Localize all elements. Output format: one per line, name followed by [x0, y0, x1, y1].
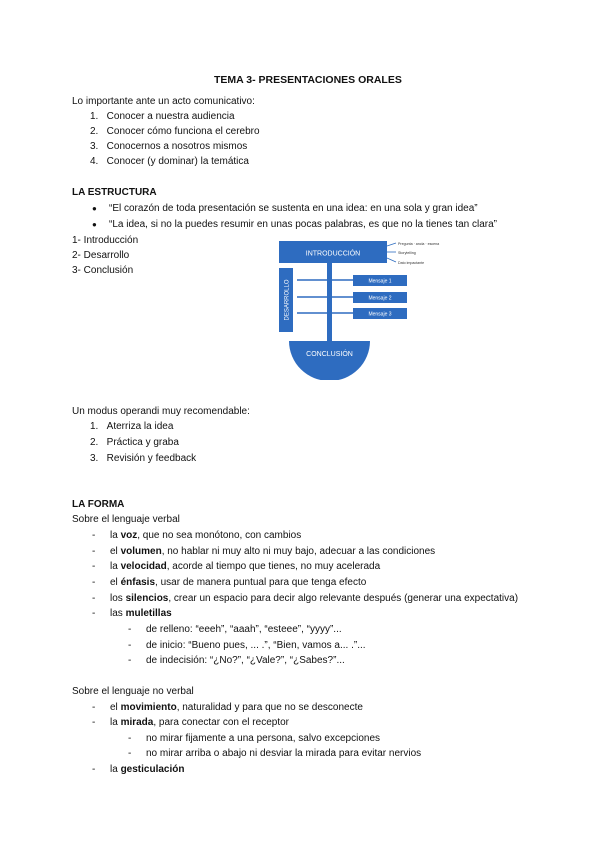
dash-icon: -: [92, 717, 96, 728]
list-item-silencios: los silencios, crear un espacio para decir algo relevante después (generar una expectativa): [110, 593, 519, 604]
quote-text: “El corazón de toda presentación se sustenta en una idea: en una sola y gran idea”: [109, 203, 478, 214]
dash-icon: -: [92, 530, 96, 541]
sub-list-item: de inicio: “Bueno pues, ... .”, “Bien, vamos a... .”...: [146, 640, 366, 651]
sub-list-item: de indecisión: “¿No?”, “¿Vale?”, “¿Sabes?”...: [146, 655, 345, 666]
sub-list-item: no mirar arriba o abajo ni desviar la mirada para evitar nervios: [146, 748, 422, 759]
page-title: TEMA 3- PRESENTACIONES ORALES: [214, 74, 402, 86]
list-item-mirada: la mirada, para conectar con el receptor: [110, 717, 289, 728]
list-item: 3. Revisión y feedback: [90, 453, 197, 464]
message-label: Mensaje 3: [368, 311, 392, 318]
side-note: Storytelling: [398, 251, 416, 255]
side-note: Dato impactante: [398, 261, 425, 265]
dash-icon: -: [128, 748, 132, 759]
bullet-icon: ●: [92, 204, 97, 213]
list-item-volumen: el volumen, no hablar ni muy alto ni muy bajo, adecuar a las condiciones: [110, 546, 436, 557]
bullet-icon: ●: [92, 220, 97, 229]
dash-icon: -: [128, 624, 132, 635]
subsection-title: Sobre el lenguaje no verbal: [72, 686, 194, 697]
list-item-enfasis: el énfasis, usar de manera puntual para que tenga efecto: [110, 577, 367, 588]
dash-icon: -: [92, 546, 96, 557]
quote-text: “La idea, si no la puedes resumir en unas pocas palabras, es que no la tienes tan clara”: [109, 219, 498, 230]
development-label: DESARROLLO: [284, 279, 291, 321]
section-heading-forma: LA FORMA: [72, 499, 125, 510]
list-item-gesticulacion: la gesticulación: [110, 764, 185, 775]
structure-part: 1- Introducción: [72, 235, 139, 246]
list-item: 2. Práctica y graba: [90, 437, 179, 448]
dash-icon: -: [92, 764, 96, 775]
list-item: 2. Conocer cómo funciona el cerebro: [90, 126, 260, 137]
list-item: 1. Aterriza la idea: [90, 421, 174, 432]
side-note: Pregunta · ancla · escena: [398, 242, 440, 246]
intro-label: INTRODUCCIÓN: [305, 250, 361, 258]
dash-icon: -: [92, 561, 96, 572]
structure-part: 2- Desarrollo: [72, 250, 130, 261]
list-item: 1. Conocer a nuestra audiencia: [90, 111, 235, 122]
dash-icon: -: [128, 733, 132, 744]
list-item: 4. Conocer (y dominar) la temática: [90, 156, 249, 167]
modus-intro: Un modus operandi muy recomendable:: [72, 406, 250, 417]
intro-text: Lo importante ante un acto comunicativo:: [72, 96, 255, 107]
structure-diagram: [270, 238, 450, 380]
sub-list-item: no mirar fijamente a una persona, salvo excepciones: [146, 733, 381, 744]
list-item-movimiento: el movimiento, naturalidad y para que no se desconecte: [110, 702, 363, 713]
dash-icon: -: [92, 593, 96, 604]
message-label: Mensaje 2: [368, 295, 392, 302]
message-label: Mensaje 1: [368, 278, 392, 285]
list-item: 3. Conocernos a nosotros mismos: [90, 141, 248, 152]
dash-icon: -: [92, 608, 96, 619]
sub-list-item: de relleno: “eeeh”, “aaah”, “esteee”, “yyyy”...: [146, 624, 342, 635]
list-item-velocidad: la velocidad, acorde al tiempo que tienes, no muy acelerada: [110, 561, 381, 572]
conclusion-shape: [289, 341, 370, 380]
list-item-muletillas: las muletillas: [110, 608, 172, 619]
spine: [327, 263, 332, 347]
list-item-voz: la voz, que no sea monótono, con cambios: [110, 530, 302, 541]
subsection-title: Sobre el lenguaje verbal: [72, 514, 180, 525]
conclusion-label: CONCLUSIÓN: [306, 351, 353, 358]
dash-icon: -: [128, 640, 132, 651]
dash-icon: -: [92, 577, 96, 588]
dash-icon: -: [92, 702, 96, 713]
dash-icon: -: [128, 655, 132, 666]
structure-part: 3- Conclusión: [72, 265, 134, 276]
section-heading-estructura: LA ESTRUCTURA: [72, 187, 157, 198]
